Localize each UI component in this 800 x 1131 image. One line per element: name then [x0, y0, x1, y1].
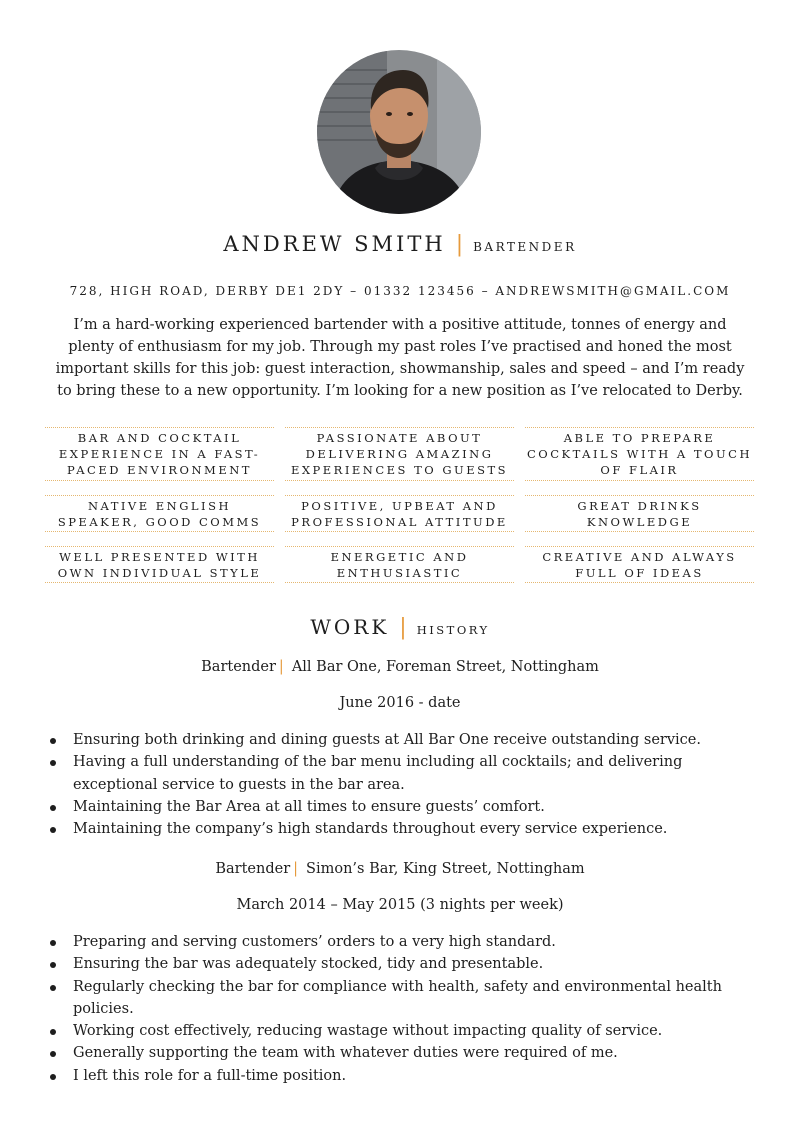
list-item: Maintaining the Bar Area at all times to ensure guests’ comfort.	[50, 796, 750, 818]
job-dates: June 2016 - date	[339, 695, 461, 711]
job-title: Bartender	[215, 861, 291, 877]
skill-item: PASSIONATE ABOUT DELIVERING AMAZING EXPERIENCES TO GUESTS	[285, 427, 514, 481]
profile-photo-illustration	[317, 50, 481, 214]
job-employer: All Bar One, Foreman Street, Nottingham	[291, 659, 599, 675]
job-title: Bartender	[201, 659, 276, 675]
job-heading	[0, 659, 800, 675]
candidate-name: ANDREW SMITH	[223, 232, 446, 256]
skills-grid	[45, 427, 755, 583]
list-item: Regularly checking the bar for compliance with health, safety and environmental health policies.	[50, 976, 750, 1021]
profile-photo	[317, 50, 481, 214]
skill-item: ENERGETIC AND ENTHUSIASTIC	[285, 546, 514, 583]
section-subtitle: HISTORY	[416, 623, 490, 637]
list-item: Working cost effectively, reducing wastage without impacting quality of service.	[50, 1020, 750, 1042]
skill-item: NATIVE ENGLISH SPEAKER, GOOD COMMS	[45, 495, 274, 532]
skill-item: WELL PRESENTED WITH OWN INDIVIDUAL STYLE	[45, 546, 274, 583]
list-item: Maintaining the company’s high standards throughout every service experience.	[50, 818, 750, 840]
job-separator: |	[278, 659, 284, 675]
list-item: Generally supporting the team with whatever duties were required of me.	[50, 1042, 750, 1064]
name-header	[0, 232, 800, 257]
list-item: I left this role for a full-time position.	[50, 1065, 750, 1087]
skill-item: CREATIVE AND ALWAYS FULL OF IDEAS	[525, 546, 754, 583]
job-duties-list	[50, 729, 750, 840]
job-dates: March 2014 – May 2015 (3 nights per week)	[236, 897, 564, 913]
work-history-heading	[0, 615, 800, 640]
skill-item: GREAT DRINKS KNOWLEDGE	[525, 495, 754, 532]
job-employer: Simon’s Bar, King Street, Nottingham	[306, 861, 585, 877]
list-item: Preparing and serving customers’ orders to a very high standard.	[50, 931, 750, 953]
skill-item: POSITIVE, UPBEAT AND PROFESSIONAL ATTITUDE	[285, 495, 514, 532]
job-duties-list	[50, 931, 750, 1087]
name-separator: |	[455, 232, 464, 257]
job-role: BARTENDER	[473, 240, 577, 254]
list-item: Having a full understanding of the bar menu including all cocktails; and delivering exceptional service to guests in the bar area.	[50, 751, 750, 796]
list-item: Ensuring the bar was adequately stocked, tidy and presentable.	[50, 953, 750, 975]
contact-details: 728, HIGH ROAD, DERBY DE1 2DY – 01332 123456 – ANDREWSMITH@GMAIL.COM	[69, 284, 731, 298]
skill-item: ABLE TO PREPARE COCKTAILS WITH A TOUCH OF FLAIR	[525, 427, 754, 481]
job-separator: |	[293, 861, 299, 877]
list-item: Ensuring both drinking and dining guests at All Bar One receive outstanding service.	[50, 729, 750, 751]
job-heading	[0, 861, 800, 877]
skill-item: BAR AND COCKTAIL EXPERIENCE IN A FAST-PACED ENVIRONMENT	[45, 427, 274, 481]
section-separator: |	[399, 615, 407, 640]
section-title: WORK	[310, 615, 390, 639]
profile-summary: I’m a hard-working experienced bartender with a positive attitude, tonnes of energy and plenty of enthusiasm for my job. Through my past roles I’ve practised and honed the most important skills for this job: guest interaction, showmanship, sales and speed – and I’m ready to bring these to a new opportunity. I’m looking for a new position as I’ve relocated to Derby.	[55, 317, 745, 399]
